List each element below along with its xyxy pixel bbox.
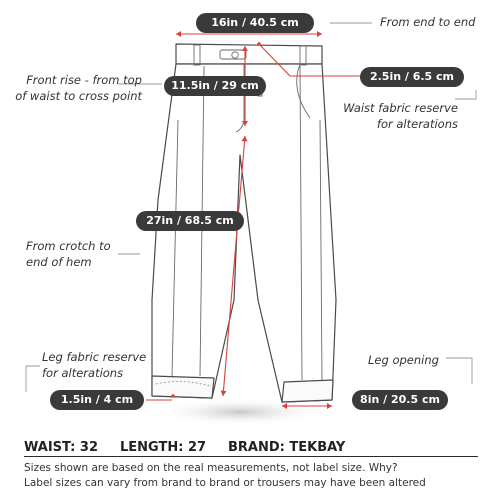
note-crotch-line1: From crotch to	[26, 239, 111, 253]
note-leg-reserve	[42, 349, 146, 381]
arrow-head	[221, 391, 227, 397]
note-end-to-end: From end to end	[380, 15, 476, 29]
ground-shadow	[155, 398, 325, 426]
waist-reserve-pill: 2.5in / 6.5 cm	[360, 67, 464, 87]
note-crotch	[26, 238, 111, 270]
arrow-head	[317, 31, 322, 37]
note-leg-opening: Leg opening	[368, 353, 439, 367]
spec-brand: BRAND: TEKBAY	[228, 440, 346, 455]
divider	[24, 456, 478, 457]
leader-leg-opening	[446, 358, 472, 384]
hem-reserve-pill: 1.5in / 4 cm	[50, 390, 144, 410]
note-waist-reserve-line1: Waist fabric reserve	[343, 101, 458, 115]
note-front-rise	[10, 72, 142, 104]
spec-waist: WAIST: 32	[24, 440, 98, 455]
inseam-pill: 27in / 68.5 cm	[136, 211, 244, 231]
note-waist-reserve-line2: for alterations	[376, 117, 458, 131]
front-rise-pill: 11.5in / 29 cm	[164, 76, 266, 96]
note-leg-reserve-line2: for alterations	[42, 366, 124, 380]
note-leg-reserve-line1: Leg fabric reserve	[42, 350, 147, 364]
spec-length: LENGTH: 27	[120, 440, 207, 455]
note-crotch-line2: end of hem	[26, 255, 92, 269]
right-hem-cuff	[282, 380, 333, 402]
left-hem-cuff	[152, 376, 214, 398]
note-front-rise-line2: of waist to cross point	[15, 89, 142, 103]
waist-width-pill: 16in / 40.5 cm	[196, 13, 314, 33]
size-disclaimer	[24, 461, 484, 491]
hem-reserve-point	[171, 394, 175, 398]
leg-opening-pill: 8in / 20.5 cm	[352, 390, 448, 410]
disclaimer-line1: Sizes shown are based on the real measurements, not label size. Why?	[24, 462, 398, 474]
note-front-rise-line1: Front rise - from top	[26, 73, 142, 87]
note-waist-reserve	[330, 100, 458, 132]
waist-button	[232, 52, 238, 58]
disclaimer-line2: Label sizes can vary from brand to brand or trousers may have been altered	[24, 477, 426, 489]
leader-leg-reserve	[26, 366, 40, 392]
arrow-head	[327, 403, 332, 409]
leader-waist-reserve	[455, 90, 476, 99]
arrow-head	[176, 31, 181, 37]
